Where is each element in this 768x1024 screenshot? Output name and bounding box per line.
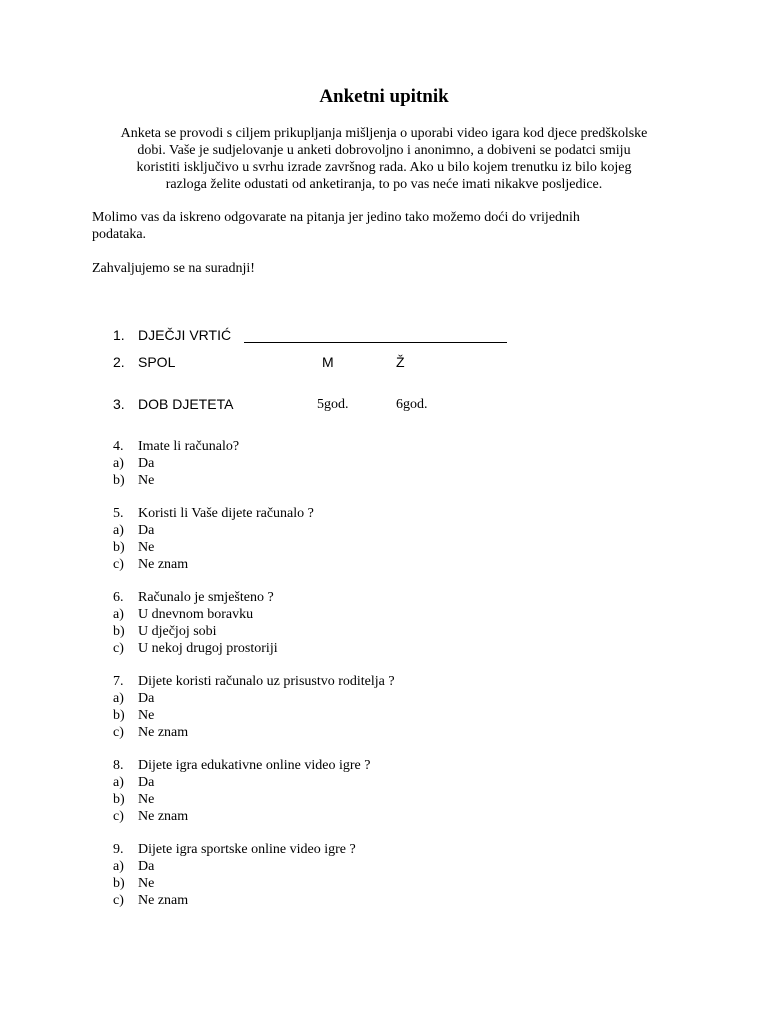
- answer-option[interactable]: Ne: [138, 876, 155, 891]
- question-number: 4.: [113, 439, 124, 454]
- request-line: Molimo vas da iskreno odgovarate na pitanja jer jedino tako možemo doći do vrijednih: [92, 210, 580, 225]
- field-number: 2.: [113, 354, 125, 370]
- thanks-text: Zahvaljujemo se na suradnji!: [92, 261, 255, 276]
- answer-option[interactable]: Da: [138, 775, 155, 790]
- intro-line: razloga želite odustati od anketiranja, to po vas neće imati nikakve posljedice.: [165, 177, 603, 192]
- option-letter: a): [113, 456, 124, 471]
- option-letter: c): [113, 641, 124, 656]
- question-number: 7.: [113, 674, 124, 689]
- option-letter: b): [113, 708, 125, 723]
- option-letter: a): [113, 859, 124, 874]
- question-text: Dijete koristi računalo uz prisustvo roditelja ?: [138, 674, 395, 689]
- answer-option[interactable]: Ne: [138, 540, 155, 555]
- intro-line: dobi. Vaše je sudjelovanje u anketi dobrovoljno i anonimno, a dobiveni se podatci smiju: [137, 143, 631, 158]
- intro-paragraph: [92, 125, 676, 193]
- answer-option[interactable]: Da: [138, 691, 155, 706]
- answer-option[interactable]: Ne: [138, 792, 155, 807]
- gender-option-m[interactable]: M: [322, 354, 334, 370]
- answer-option[interactable]: U dnevnom boravku: [138, 607, 254, 622]
- age-option-5[interactable]: 5god.: [317, 397, 349, 412]
- answer-option[interactable]: Da: [138, 456, 155, 471]
- request-line: podataka.: [92, 227, 147, 242]
- answer-option[interactable]: Da: [138, 523, 155, 538]
- answer-option[interactable]: Da: [138, 859, 155, 874]
- field-number: 1.: [113, 327, 125, 343]
- gender-label: SPOL: [138, 354, 176, 370]
- age-option-6[interactable]: 6god.: [396, 397, 428, 412]
- question-number: 5.: [113, 506, 124, 521]
- question-text: Koristi li Vaše dijete računalo ?: [138, 506, 314, 521]
- question-number: 6.: [113, 590, 124, 605]
- option-letter: a): [113, 607, 124, 622]
- option-letter: c): [113, 557, 124, 572]
- answer-option[interactable]: Ne: [138, 708, 155, 723]
- field-number: 3.: [113, 396, 125, 412]
- kindergarten-input-line[interactable]: [244, 342, 507, 343]
- intro-line: koristiti isključivo u svrhu izrade završnog rada. Ako u bilo kojem trenutku iz bilo kojeg: [136, 160, 632, 175]
- option-letter: b): [113, 624, 125, 639]
- question-text: Računalo je smješteno ?: [138, 590, 274, 605]
- option-letter: b): [113, 473, 125, 488]
- answer-option[interactable]: U dječjoj sobi: [138, 624, 217, 639]
- answer-option[interactable]: Ne znam: [138, 725, 189, 740]
- page-title: Anketni upitnik: [319, 86, 449, 107]
- option-letter: b): [113, 876, 125, 891]
- question-number: 8.: [113, 758, 124, 773]
- question-number: 9.: [113, 842, 124, 857]
- option-letter: c): [113, 809, 124, 824]
- option-letter: b): [113, 792, 125, 807]
- intro-line: Anketa se provodi s ciljem prikupljanja mišljenja o uporabi video igara kod djece predškolske: [120, 126, 648, 141]
- question-text: Dijete igra edukativne online video igre ?: [138, 758, 371, 773]
- child-age-label: DOB DJETETA: [138, 396, 234, 412]
- option-letter: c): [113, 893, 124, 908]
- question-text: Dijete igra sportske online video igre ?: [138, 842, 356, 857]
- answer-option[interactable]: Ne: [138, 473, 155, 488]
- request-paragraph: [92, 209, 692, 243]
- answer-option[interactable]: Ne znam: [138, 809, 189, 824]
- option-letter: a): [113, 691, 124, 706]
- option-letter: c): [113, 725, 124, 740]
- answer-option[interactable]: Ne znam: [138, 557, 189, 572]
- answer-option[interactable]: Ne znam: [138, 893, 189, 908]
- kindergarten-label: DJEČJI VRTIĆ: [138, 327, 232, 343]
- question-text: Imate li računalo?: [138, 439, 240, 454]
- answer-option[interactable]: U nekoj drugoj prostoriji: [138, 641, 278, 656]
- option-letter: b): [113, 540, 125, 555]
- option-letter: a): [113, 775, 124, 790]
- option-letter: a): [113, 523, 124, 538]
- gender-option-z[interactable]: Ž: [396, 354, 405, 370]
